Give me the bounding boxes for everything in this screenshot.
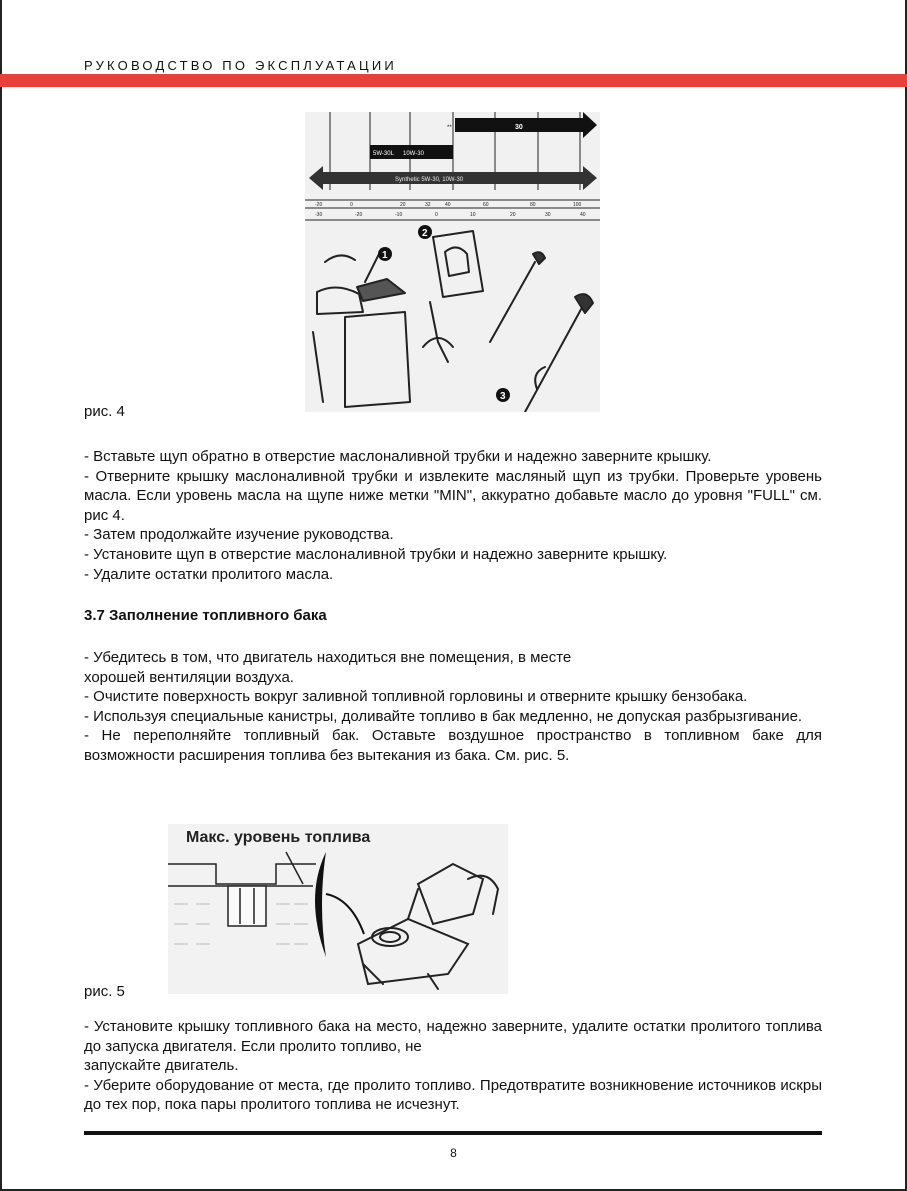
oil-band-synthetic: Synthetic 5W-30, 10W-30: [395, 177, 464, 183]
fahrenheit-tick-3: 20: [400, 202, 406, 208]
celsius-tick-6: 20: [510, 212, 516, 218]
fuel-step-4: - Не переполняйте топливный бак. Оставьте воздушное пространство в топливном баке для возможности расширения топлива без вытекания из бака. См. рис. 5.: [84, 727, 822, 764]
fahrenheit-tick-6: 60: [483, 202, 489, 208]
fuel-step-3: - Используя специальные канистры, доливайте топливо в бак медленно, не допуская разбрызгивание.: [84, 707, 803, 725]
callout-1: 1: [382, 250, 388, 261]
celsius-tick-8: 40: [580, 212, 586, 218]
fahrenheit-tick-7: 80: [530, 202, 536, 208]
fuel-step-1-line-1: - Убедитесь в том, что двигатель находиться вне помещения, в месте: [84, 649, 572, 666]
footer-rule: [84, 1131, 822, 1135]
oil-step-3: - Затем продолжайте изучение руководства.: [84, 526, 394, 544]
running-header: РУКОВОДСТВО ПО ЭКСПЛУАТАЦИИ: [84, 58, 397, 73]
fuel-final-step-2: - Уберите оборудование от места, где пролито топливо. Предотвратите возникновение источников искры до тех пор, пока пары пролитого топлива не исчезнут.: [84, 1076, 822, 1114]
fahrenheit-tick-4: 32: [425, 202, 431, 208]
fahrenheit-tick-5: 40: [445, 202, 451, 208]
fahrenheit-tick-8: 100: [573, 202, 582, 208]
figure-4-caption: рис. 4: [84, 403, 125, 420]
celsius-tick-2: -20: [355, 212, 363, 218]
fuel-final-step-1-line-2: запускайте двигатель.: [84, 1057, 239, 1075]
celsius-tick-4: 0: [435, 212, 438, 218]
page-border-left: [0, 0, 2, 1191]
oil-instructions: [84, 447, 822, 584]
callout-2: 2: [422, 228, 428, 239]
figure-5-caption: рис. 5: [84, 983, 125, 1000]
oil-step-4: - Установите щуп в отверстие маслоналивной трубки и надежно заверните крышку.: [84, 545, 668, 563]
oil-step-2: - Отверните крышку маслоналивной трубки и извлеките масляный щуп из трубки. Проверьте уровень масла. Если уровень масла на щупе ниже метки "MIN", аккуратно добавьте масло до уровня "FULL" см. рис 4.: [84, 467, 822, 524]
oil-band-30: 30: [515, 124, 523, 131]
oil-band-5w30l: 5W-30L: [373, 151, 394, 157]
celsius-tick-1: -30: [315, 212, 323, 218]
figure-4-illustration: [305, 112, 600, 412]
oil-band-10w30: 10W-30: [403, 151, 424, 157]
figure-5-illustration: [168, 824, 508, 994]
max-fuel-level-label: Макс. уровень топлива: [186, 829, 371, 846]
fuel-instructions: [84, 648, 822, 766]
fahrenheit-tick-1: -20: [315, 202, 323, 208]
page-number: 8: [450, 1146, 457, 1160]
oil-step-1: - Вставьте щуп обратно в отверстие маслоналивной трубки и надежно заверните крышку.: [84, 448, 712, 465]
celsius-tick-5: 10: [470, 212, 476, 218]
svg-text:**: **: [447, 125, 452, 131]
header-accent-bar: [0, 74, 907, 87]
fuel-final-instructions: [84, 1017, 822, 1115]
celsius-tick-7: 30: [545, 212, 551, 218]
oil-step-5: - Удалите остатки пролитого масла.: [84, 565, 334, 583]
fuel-step-2: - Очистите поверхность вокруг заливной топливной горловины и отверните крышку бензобака.: [84, 688, 748, 706]
fuel-step-1-line-2: хорошей вентиляции воздуха.: [84, 668, 294, 686]
section-heading-fuel: 3.7 Заполнение топливного бака: [84, 607, 327, 624]
fahrenheit-tick-2: 0: [350, 202, 353, 208]
callout-3: 3: [500, 391, 506, 402]
celsius-tick-3: -10: [395, 212, 403, 218]
fuel-final-step-1-line-1: - Установите крышку топливного бака на место, надежно заверните, удалите остатки пролитого топлива до запуска двигателя. Если пролито топливо, не: [84, 1018, 822, 1055]
